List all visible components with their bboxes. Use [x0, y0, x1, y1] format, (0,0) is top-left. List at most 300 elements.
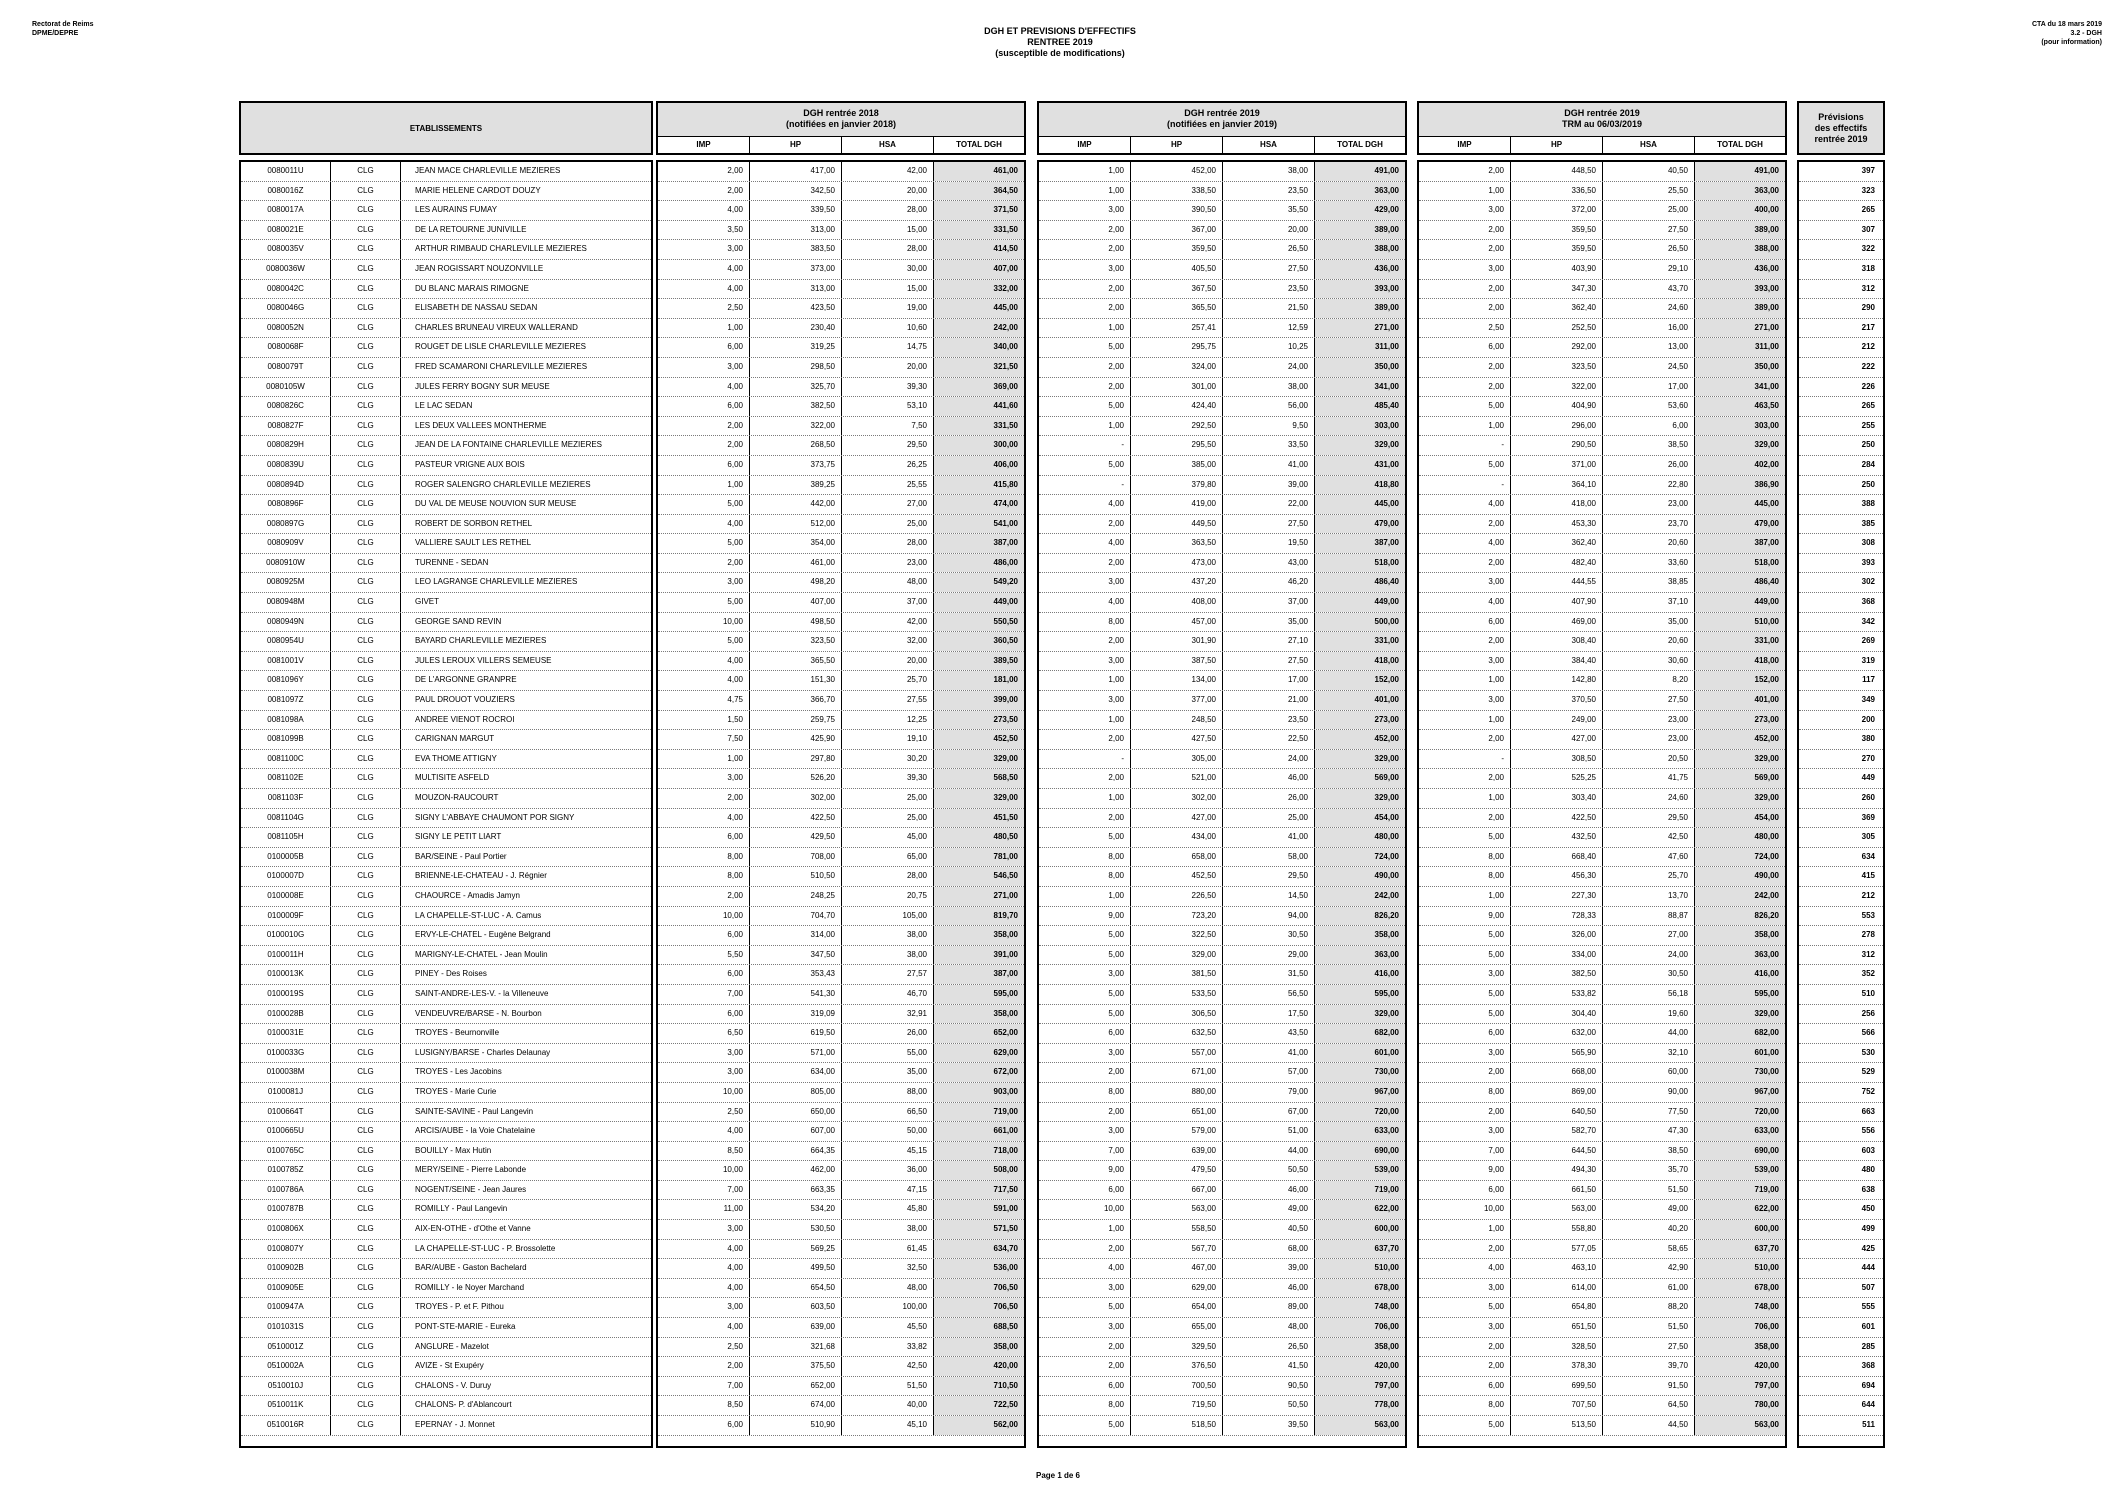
table-row — [1799, 730, 1883, 750]
imp-cell: 8,00 — [658, 867, 750, 886]
total-dgh-cell: 569,00 — [1695, 769, 1785, 788]
etablissement-name-cell: EPERNAY - J. Monnet — [415, 1420, 495, 1429]
table-row — [1039, 1005, 1405, 1025]
uai-code-cell: 0080011U — [241, 162, 331, 181]
imp-cell: 2,00 — [1039, 1240, 1131, 1259]
total-dgh-cell: 563,00 — [1315, 1416, 1405, 1435]
hsa-cell: 88,00 — [842, 1083, 934, 1102]
total-dgh-cell: 479,00 — [1695, 515, 1785, 534]
hsa-cell: 25,70 — [842, 671, 934, 690]
hp-cell: 329,50 — [1131, 1338, 1223, 1357]
hsa-cell: 35,50 — [1223, 201, 1315, 220]
uai-code-cell: 0100765C — [241, 1142, 331, 1161]
hsa-cell: 58,65 — [1603, 1240, 1695, 1259]
imp-cell: 5,00 — [1419, 1298, 1511, 1317]
type-cell: CLG — [331, 378, 401, 397]
table-row — [1419, 221, 1785, 241]
table-row — [1799, 554, 1883, 574]
hp-cell: 427,50 — [1131, 730, 1223, 749]
total-dgh-cell: 480,00 — [1315, 828, 1405, 847]
table-row — [1039, 162, 1405, 182]
total-dgh-cell: 242,00 — [1695, 887, 1785, 906]
table-row — [658, 299, 1024, 319]
hsa-cell: 28,00 — [842, 534, 934, 553]
etablissement-name-cell: SAINTE-SAVINE - Paul Langevin — [415, 1106, 534, 1116]
hsa-cell: 39,00 — [1223, 476, 1315, 495]
hp-cell: 664,35 — [750, 1142, 842, 1161]
imp-cell: 2,00 — [1039, 515, 1131, 534]
uai-code-cell: 0080035V — [241, 240, 331, 259]
hp-cell: 482,40 — [1511, 554, 1603, 573]
uai-code-cell: 0080017A — [241, 201, 331, 220]
hsa-cell: 26,50 — [1223, 240, 1315, 259]
col-imp: IMP — [1419, 137, 1511, 153]
uai-code-cell: 0080036W — [241, 260, 331, 279]
imp-cell: 1,00 — [1419, 671, 1511, 690]
prevision-effectif-cell: 480 — [1861, 1165, 1875, 1175]
uai-code-cell: 0100007D — [241, 867, 331, 886]
total-dgh-cell: 452,00 — [1315, 730, 1405, 749]
hp-cell: 442,00 — [750, 495, 842, 514]
hp-cell: 298,50 — [750, 358, 842, 377]
table-row — [241, 632, 651, 652]
hsa-cell: 37,00 — [842, 593, 934, 612]
table-row — [1799, 162, 1883, 182]
total-dgh-cell: 490,00 — [1695, 867, 1785, 886]
imp-cell: 3,00 — [1419, 1122, 1511, 1141]
prevision-effectif-cell: 319 — [1861, 655, 1875, 665]
table-row — [658, 926, 1024, 946]
imp-cell: 10,00 — [658, 907, 750, 926]
table-row — [1799, 240, 1883, 260]
table-row — [1419, 1063, 1785, 1083]
total-dgh-cell: 781,00 — [934, 848, 1024, 867]
hsa-cell: 46,00 — [1223, 1279, 1315, 1298]
hp-cell: 375,50 — [750, 1357, 842, 1376]
hp-cell: 295,50 — [1131, 436, 1223, 455]
imp-cell: 4,00 — [658, 1318, 750, 1337]
imp-cell: 6,00 — [658, 1005, 750, 1024]
table-row — [1039, 711, 1405, 731]
table-row — [241, 1396, 651, 1416]
table-row — [1419, 887, 1785, 907]
hsa-cell: 39,30 — [842, 769, 934, 788]
hsa-cell: 20,00 — [842, 358, 934, 377]
col-hp: HP — [750, 137, 842, 153]
table-row — [1799, 926, 1883, 946]
uai-code-cell: 0080046G — [241, 299, 331, 318]
total-dgh-cell: 436,00 — [1695, 260, 1785, 279]
hsa-cell: 28,00 — [842, 240, 934, 259]
hsa-cell: 9,50 — [1223, 417, 1315, 436]
type-cell: CLG — [331, 319, 401, 338]
prevision-effectif-cell: 634 — [1861, 851, 1875, 861]
imp-cell: 3,00 — [1039, 965, 1131, 984]
hp-cell: 632,50 — [1131, 1024, 1223, 1043]
table-row — [1799, 1103, 1883, 1123]
hp-cell: 322,00 — [1511, 378, 1603, 397]
hp-cell: 658,00 — [1131, 848, 1223, 867]
table-row — [1799, 1279, 1883, 1299]
table-row — [1039, 456, 1405, 476]
hsa-cell: 41,00 — [1223, 456, 1315, 475]
etablissement-name-cell: FRED SCAMARONI CHARLEVILLE MEZIERES — [415, 361, 588, 371]
total-dgh-cell: 600,00 — [1315, 1220, 1405, 1239]
total-dgh-cell: 399,00 — [934, 691, 1024, 710]
hp-cell: 663,35 — [750, 1181, 842, 1200]
table-row — [241, 730, 651, 750]
prevision-effectif-cell: 256 — [1861, 1008, 1875, 1018]
prevision-effectif-cell: 308 — [1861, 538, 1875, 548]
etablissement-name-cell: ERVY-LE-CHATEL - Eugène Belgrand — [415, 930, 551, 940]
table-row — [1039, 534, 1405, 554]
table-row — [658, 1181, 1024, 1201]
table-row — [658, 201, 1024, 221]
table-row — [1039, 828, 1405, 848]
hsa-cell: 48,00 — [1223, 1318, 1315, 1337]
total-dgh-cell: 273,50 — [934, 711, 1024, 730]
hsa-cell: 23,70 — [1603, 515, 1695, 534]
type-cell: CLG — [331, 1416, 401, 1435]
hsa-cell: 27,00 — [842, 495, 934, 514]
total-dgh-cell: 719,00 — [934, 1103, 1024, 1122]
hp-cell: 640,50 — [1511, 1103, 1603, 1122]
type-cell: CLG — [331, 691, 401, 710]
hsa-cell: 27,10 — [1223, 632, 1315, 651]
table-row — [658, 1416, 1024, 1436]
total-dgh-cell: 363,00 — [1695, 182, 1785, 201]
table-row — [1419, 789, 1785, 809]
table-row — [658, 671, 1024, 691]
imp-cell: 4,00 — [658, 1240, 750, 1259]
table-row — [1039, 1259, 1405, 1279]
etablissement-name-cell: BOUILLY - Max Hutin — [415, 1145, 492, 1155]
hsa-cell: 12,25 — [842, 711, 934, 730]
type-cell: CLG — [331, 652, 401, 671]
hp-cell: 518,50 — [1131, 1416, 1223, 1435]
etablissement-name-cell: DE L'ARGONNE GRANPRE — [415, 675, 517, 685]
table-row — [1419, 691, 1785, 711]
previsions-body — [1797, 160, 1885, 1448]
table-row — [658, 946, 1024, 966]
prevision-effectif-cell: 302 — [1861, 577, 1875, 587]
hsa-cell: 50,50 — [1223, 1396, 1315, 1415]
total-dgh-cell: 332,00 — [934, 280, 1024, 299]
table-row — [658, 809, 1024, 829]
type-cell: CLG — [331, 358, 401, 377]
hsa-cell: 47,60 — [1603, 848, 1695, 867]
table-row — [658, 1083, 1024, 1103]
imp-cell: 4,00 — [1039, 1259, 1131, 1278]
total-dgh-cell: 364,50 — [934, 182, 1024, 201]
hsa-cell: 19,10 — [842, 730, 934, 749]
table-row — [1039, 691, 1405, 711]
prevision-effectif-cell: 368 — [1861, 1361, 1875, 1371]
total-dgh-cell: 637,70 — [1695, 1240, 1785, 1259]
hsa-cell: 25,00 — [842, 515, 934, 534]
table-row — [241, 1103, 651, 1123]
hp-cell: 512,00 — [750, 515, 842, 534]
imp-cell: 2,00 — [1419, 769, 1511, 788]
hp-cell: 513,50 — [1511, 1416, 1603, 1435]
prevision-effectif-cell: 226 — [1861, 381, 1875, 391]
table-row — [1039, 926, 1405, 946]
prevision-effectif-cell: 285 — [1861, 1341, 1875, 1351]
prevision-effectif-cell: 212 — [1861, 342, 1875, 352]
etablissement-name-cell: ROMILLY - Paul Langevin — [415, 1204, 508, 1214]
total-dgh-cell: 479,00 — [1315, 515, 1405, 534]
hsa-cell: 45,10 — [842, 1416, 934, 1435]
hsa-cell: 88,20 — [1603, 1298, 1695, 1317]
table-row — [1419, 397, 1785, 417]
total-dgh-cell: 508,00 — [934, 1161, 1024, 1180]
hp-cell: 313,00 — [750, 280, 842, 299]
hp-cell: 457,00 — [1131, 613, 1223, 632]
table-row — [1799, 476, 1883, 496]
hp-cell: 268,50 — [750, 436, 842, 455]
table-row — [658, 515, 1024, 535]
uai-code-cell: 0100008E — [241, 887, 331, 906]
total-dgh-cell: 569,00 — [1315, 769, 1405, 788]
imp-cell: 3,00 — [1039, 691, 1131, 710]
total-dgh-cell: 595,00 — [934, 985, 1024, 1004]
total-dgh-cell: 491,00 — [1695, 162, 1785, 181]
total-dgh-cell: 601,00 — [1695, 1044, 1785, 1063]
total-dgh-cell: 452,50 — [934, 730, 1024, 749]
hsa-cell: 31,50 — [1223, 965, 1315, 984]
total-dgh-cell: 311,00 — [1315, 338, 1405, 357]
hp-cell: 498,50 — [750, 613, 842, 632]
hp-cell: 569,25 — [750, 1240, 842, 1259]
table-row — [241, 456, 651, 476]
total-dgh-cell: 358,00 — [1315, 1338, 1405, 1357]
hp-cell: 308,50 — [1511, 750, 1603, 769]
hsa-cell: 68,00 — [1223, 1240, 1315, 1259]
total-dgh-cell: 360,50 — [934, 632, 1024, 651]
total-dgh-cell: 461,00 — [934, 162, 1024, 181]
imp-cell: 1,00 — [1039, 319, 1131, 338]
uai-code-cell: 0510016R — [241, 1416, 331, 1435]
col-imp: IMP — [1039, 137, 1131, 153]
imp-cell: 5,00 — [1419, 985, 1511, 1004]
imp-cell: 8,00 — [1039, 848, 1131, 867]
imp-cell: 3,00 — [1039, 1279, 1131, 1298]
type-cell: CLG — [331, 456, 401, 475]
total-dgh-cell: 389,50 — [934, 652, 1024, 671]
hsa-cell: 41,00 — [1223, 1044, 1315, 1063]
table-row — [1039, 1377, 1405, 1397]
total-dgh-cell: 622,00 — [1695, 1200, 1785, 1219]
imp-cell: 5,00 — [1419, 828, 1511, 847]
table-row — [1419, 436, 1785, 456]
table-row — [1419, 750, 1785, 770]
imp-cell: 7,00 — [658, 985, 750, 1004]
table-row — [1799, 534, 1883, 554]
hsa-cell: 20,00 — [842, 652, 934, 671]
imp-cell: 4,00 — [1039, 534, 1131, 553]
imp-cell: 3,00 — [1039, 652, 1131, 671]
table-row — [1799, 1122, 1883, 1142]
table-row — [1039, 280, 1405, 300]
type-cell: CLG — [331, 1220, 401, 1239]
imp-cell: 3,00 — [1419, 260, 1511, 279]
hsa-cell: 24,60 — [1603, 299, 1695, 318]
hsa-cell: 42,50 — [1603, 828, 1695, 847]
imp-cell: 3,00 — [658, 1298, 750, 1317]
hp-cell: 381,50 — [1131, 965, 1223, 984]
hsa-cell: 40,50 — [1223, 1220, 1315, 1239]
table-row — [1799, 260, 1883, 280]
table-row — [1799, 887, 1883, 907]
hsa-cell: 14,50 — [1223, 887, 1315, 906]
uai-code-cell: 0510010J — [241, 1377, 331, 1396]
table-row — [1799, 378, 1883, 398]
imp-cell: 2,00 — [1039, 1357, 1131, 1376]
hp-cell: 456,30 — [1511, 867, 1603, 886]
total-dgh-cell: 688,50 — [934, 1318, 1024, 1337]
hp-cell: 302,00 — [750, 789, 842, 808]
hp-cell: 565,90 — [1511, 1044, 1603, 1063]
hsa-cell: 43,50 — [1223, 1024, 1315, 1043]
total-dgh-cell: 967,00 — [1315, 1083, 1405, 1102]
hp-cell: 354,00 — [750, 534, 842, 553]
total-dgh-cell: 485,40 — [1315, 397, 1405, 416]
type-cell: CLG — [331, 1063, 401, 1082]
table-row — [1419, 338, 1785, 358]
hsa-cell: 88,87 — [1603, 907, 1695, 926]
table-row — [1039, 1416, 1405, 1436]
imp-cell: 5,00 — [1419, 926, 1511, 945]
type-cell: CLG — [331, 554, 401, 573]
total-dgh-cell: 393,00 — [1315, 280, 1405, 299]
imp-cell: 5,00 — [658, 632, 750, 651]
table-row — [1039, 965, 1405, 985]
type-cell: CLG — [331, 1396, 401, 1415]
hp-cell: 376,50 — [1131, 1357, 1223, 1376]
hp-cell: 339,50 — [750, 201, 842, 220]
hsa-cell: 45,50 — [842, 1318, 934, 1337]
table-row — [658, 593, 1024, 613]
table-row — [1799, 691, 1883, 711]
table-row — [1799, 1024, 1883, 1044]
hp-cell: 292,50 — [1131, 417, 1223, 436]
total-dgh-cell: 720,00 — [1315, 1103, 1405, 1122]
table-row — [1799, 358, 1883, 378]
table-row — [241, 221, 651, 241]
header-right — [2032, 20, 2102, 47]
hsa-cell: 50,00 — [842, 1122, 934, 1141]
uai-code-cell: 0100028B — [241, 1005, 331, 1024]
hsa-cell: 39,30 — [842, 378, 934, 397]
hp-cell: 434,00 — [1131, 828, 1223, 847]
etablissement-name-cell: VENDEUVRE/BARSE - N. Bourbon — [415, 1008, 542, 1018]
hsa-cell: 19,00 — [842, 299, 934, 318]
table-row — [658, 1220, 1024, 1240]
table-row — [241, 1338, 651, 1358]
table-row — [1419, 378, 1785, 398]
type-cell: CLG — [331, 1298, 401, 1317]
table-row — [658, 1377, 1024, 1397]
hsa-cell: 30,60 — [1603, 652, 1695, 671]
etablissement-name-cell: LUSIGNY/BARSE - Charles Delaunay — [415, 1047, 551, 1057]
table-row — [241, 162, 651, 182]
imp-cell: 6,00 — [1419, 1181, 1511, 1200]
hp-cell: 384,40 — [1511, 652, 1603, 671]
imp-cell: 3,00 — [1419, 1318, 1511, 1337]
hp-cell: 407,90 — [1511, 593, 1603, 612]
hp-cell: 869,00 — [1511, 1083, 1603, 1102]
type-cell: CLG — [331, 1103, 401, 1122]
type-cell: CLG — [331, 965, 401, 984]
etablissement-name-cell: SAINT-ANDRE-LES-V. - la Villeneuve — [415, 988, 549, 998]
etablissement-name-cell: ROBERT DE SORBON RETHEL — [415, 518, 533, 528]
hsa-cell: 94,00 — [1223, 907, 1315, 926]
hsa-cell: 67,00 — [1223, 1103, 1315, 1122]
total-dgh-cell: 568,50 — [934, 769, 1024, 788]
imp-cell: 6,00 — [1419, 1377, 1511, 1396]
table-row — [1039, 436, 1405, 456]
etablissement-name-cell: CHALONS- P. d'Ablancourt — [415, 1400, 512, 1410]
total-dgh-cell: 329,00 — [1315, 1005, 1405, 1024]
prevision-effectif-cell: 265 — [1861, 205, 1875, 215]
prevision-effectif-cell: 663 — [1861, 1106, 1875, 1116]
hsa-cell: 10,60 — [842, 319, 934, 338]
imp-cell: 9,00 — [1039, 907, 1131, 926]
total-dgh-cell: 601,00 — [1315, 1044, 1405, 1063]
prevision-effectif-cell: 694 — [1861, 1380, 1875, 1390]
col-total-dgh: TOTAL DGH — [1717, 140, 1763, 149]
table-row — [241, 338, 651, 358]
imp-cell: 5,00 — [1039, 1005, 1131, 1024]
hp-cell: 579,00 — [1131, 1122, 1223, 1141]
table-row — [1039, 495, 1405, 515]
hsa-cell: 33,50 — [1223, 436, 1315, 455]
imp-cell: 2,50 — [658, 1103, 750, 1122]
type-cell: CLG — [331, 907, 401, 926]
table-row — [658, 730, 1024, 750]
hsa-cell: 35,00 — [1223, 613, 1315, 632]
etablissement-name-cell: TROYES - Marie Curie — [415, 1086, 497, 1096]
hp-cell: 248,25 — [750, 887, 842, 906]
hp-cell: 582,70 — [1511, 1122, 1603, 1141]
total-dgh-cell: 463,50 — [1695, 397, 1785, 416]
table-row — [1419, 652, 1785, 672]
table-row — [1039, 1181, 1405, 1201]
prevision-effectif-cell: 323 — [1861, 185, 1875, 195]
imp-cell: 1,00 — [1039, 711, 1131, 730]
hsa-cell: 39,70 — [1603, 1357, 1695, 1376]
imp-cell: 7,00 — [1039, 1142, 1131, 1161]
hp-cell: 654,00 — [1131, 1298, 1223, 1317]
table-row — [1039, 338, 1405, 358]
col-total-dgh: TOTAL DGH — [956, 140, 1002, 149]
table-row — [658, 476, 1024, 496]
group-subtitle: (notifiées en janvier 2019) — [1166, 119, 1278, 129]
hsa-cell: 20,50 — [1603, 750, 1695, 769]
total-dgh-cell: 401,00 — [1315, 691, 1405, 710]
hp-cell: 322,50 — [1131, 926, 1223, 945]
hp-cell: 671,00 — [1131, 1063, 1223, 1082]
uai-code-cell: 0080826C — [241, 397, 331, 416]
table-row — [1039, 515, 1405, 535]
imp-cell: 3,00 — [658, 240, 750, 259]
table-row — [658, 907, 1024, 927]
type-cell: CLG — [331, 613, 401, 632]
hp-cell: 387,50 — [1131, 652, 1223, 671]
prevision-effectif-cell: 117 — [1862, 675, 1875, 685]
header-right-line-3: (pour information) — [2041, 39, 2102, 46]
table-row — [1799, 613, 1883, 633]
